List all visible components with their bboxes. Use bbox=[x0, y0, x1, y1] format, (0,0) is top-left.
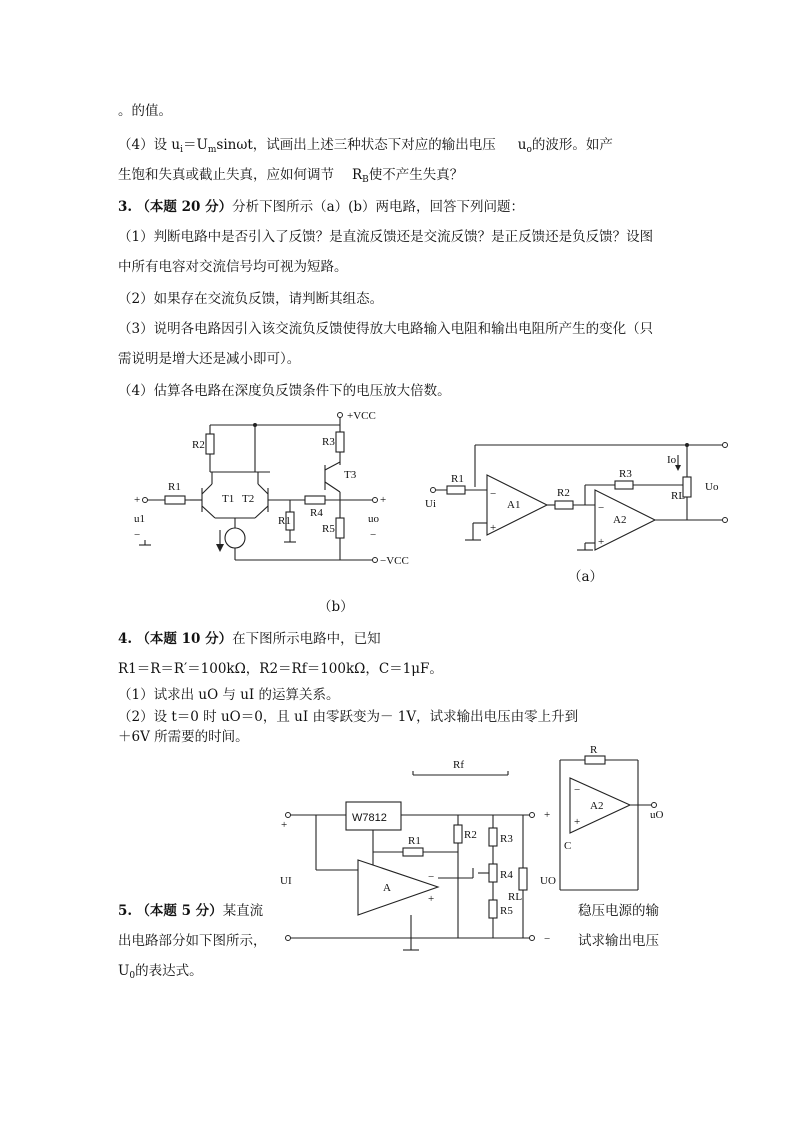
svg-text:R1: R1 bbox=[451, 473, 464, 485]
question-3-header: 3. （本题 20 分）分析下图所示（a）(b）两电路，回答下列问题： bbox=[118, 199, 525, 215]
q3-item: （3）说明各电路因引入该交流负反馈使得放大电路输入电阻和输出电阻所产生的变化（只 bbox=[118, 321, 654, 337]
svg-text:−: − bbox=[598, 502, 605, 514]
q5-line2-right: 试求输出电压 bbox=[578, 933, 659, 949]
svg-text:−: − bbox=[134, 529, 141, 541]
q3-item: （2）如果存在交流负反馈，请判断其组态。 bbox=[118, 291, 384, 307]
question-5-header: 5. （本题 5 分）某直流 bbox=[118, 903, 264, 919]
svg-text:−: − bbox=[428, 871, 435, 883]
svg-text:R4: R4 bbox=[500, 869, 513, 881]
svg-text:−: − bbox=[574, 784, 581, 796]
svg-text:R2: R2 bbox=[464, 829, 477, 841]
circuit-figure-q5 bbox=[278, 760, 558, 960]
svg-text:R3: R3 bbox=[619, 468, 632, 480]
svg-text:R5: R5 bbox=[500, 905, 513, 917]
q4-item: （1）试求出 uO 与 uI 的运算关系。 bbox=[118, 687, 340, 703]
svg-text:−: − bbox=[490, 488, 497, 500]
text-fragment: 。的值。 bbox=[118, 103, 172, 119]
svg-text:W7812: W7812 bbox=[352, 812, 387, 824]
svg-text:T1: T1 bbox=[222, 493, 235, 505]
svg-text:R1: R1 bbox=[278, 515, 291, 527]
svg-text:RL: RL bbox=[671, 490, 686, 502]
q4-item: ＋6V 所需要的时间。 bbox=[118, 729, 249, 745]
svg-text:A: A bbox=[383, 882, 391, 894]
svg-text:T3: T3 bbox=[344, 469, 357, 481]
svg-text:R4: R4 bbox=[310, 507, 323, 519]
figure-b-caption: （b） bbox=[318, 599, 354, 615]
svg-text:Ui: Ui bbox=[425, 498, 436, 510]
circuit-figure-b bbox=[130, 410, 409, 570]
svg-text:R3: R3 bbox=[322, 436, 335, 448]
q5-text-right: 稳压电源的输 bbox=[578, 903, 659, 919]
svg-text:+VCC: +VCC bbox=[347, 410, 376, 422]
svg-text:Uo: Uo bbox=[705, 481, 719, 493]
svg-text:Rf: Rf bbox=[453, 759, 464, 771]
q5-line3: $U_0$的表达式。 bbox=[118, 963, 203, 981]
svg-text:+: + bbox=[380, 494, 387, 506]
svg-text:C: C bbox=[564, 840, 572, 852]
svg-text:R3: R3 bbox=[500, 833, 513, 845]
svg-text:+: + bbox=[428, 893, 435, 905]
circuit-figure-q4 bbox=[550, 745, 700, 895]
svg-text:u1: u1 bbox=[134, 513, 145, 525]
svg-text:RL: RL bbox=[508, 891, 523, 903]
svg-text:R1: R1 bbox=[408, 835, 421, 847]
svg-text:uo: uo bbox=[368, 513, 379, 525]
svg-text:T2: T2 bbox=[242, 493, 255, 505]
svg-text:uO: uO bbox=[650, 809, 664, 821]
svg-text:+: + bbox=[281, 819, 288, 831]
q3-item: 中所有电容对交流信号均可视为短路。 bbox=[118, 259, 348, 275]
svg-text:+: + bbox=[574, 816, 581, 828]
svg-text:R1: R1 bbox=[168, 481, 181, 493]
svg-text:+: + bbox=[598, 536, 605, 548]
svg-text:R2: R2 bbox=[192, 439, 205, 451]
figure-a-caption: （a） bbox=[568, 569, 604, 585]
svg-text:A1: A1 bbox=[507, 499, 521, 511]
svg-text:−: − bbox=[370, 529, 377, 541]
question-2-item-4: （4）设 $u_i=U_m\sin\omega t$，试画出上述三种状态下对应的输出电压 $u_o$的波形。如产 bbox=[118, 137, 613, 155]
question-2-item-4-cont: 生饱和失真或截止失真，应如何调节 $R_B$使不产生失真？ bbox=[118, 167, 464, 185]
svg-text:R5: R5 bbox=[322, 523, 335, 535]
svg-text:−: − bbox=[544, 933, 551, 945]
q3-item: （4）估算各电路在深度负反馈条件下的电压放大倍数。 bbox=[118, 383, 451, 399]
svg-text:+: + bbox=[134, 494, 141, 506]
question-4-header: 4. （本题 10 分）在下图所示电路中，已知 bbox=[118, 631, 381, 647]
svg-text:+: + bbox=[544, 809, 551, 821]
q4-conditions: R1＝R＝R′＝100kΩ，R2＝Rf＝100kΩ，C＝1μF。 bbox=[118, 661, 443, 677]
q4-item: （2）设 t＝0 时 uO＝0，且 uI 由零跃变为－ 1V，试求输出电压由零上升到 bbox=[118, 709, 579, 725]
svg-text:−VCC: −VCC bbox=[380, 555, 409, 567]
svg-text:R2: R2 bbox=[557, 487, 570, 499]
q5-line2-left: 出电路部分如下图所示， bbox=[118, 933, 267, 949]
svg-text:A2: A2 bbox=[613, 514, 627, 526]
svg-text:+: + bbox=[490, 522, 497, 534]
q3-item: 需说明是增大还是减小即可）。 bbox=[118, 351, 301, 367]
circuit-figure-a bbox=[425, 435, 730, 555]
svg-text:R: R bbox=[590, 744, 598, 756]
svg-text:Io: Io bbox=[667, 454, 677, 466]
svg-text:UI: UI bbox=[280, 875, 292, 887]
q3-item: （1）判断电路中是否引入了反馈？是直流反馈还是交流反馈？是正反馈还是负反馈？设图 bbox=[118, 229, 654, 245]
svg-text:UO: UO bbox=[540, 875, 556, 887]
svg-text:A2: A2 bbox=[590, 800, 604, 812]
